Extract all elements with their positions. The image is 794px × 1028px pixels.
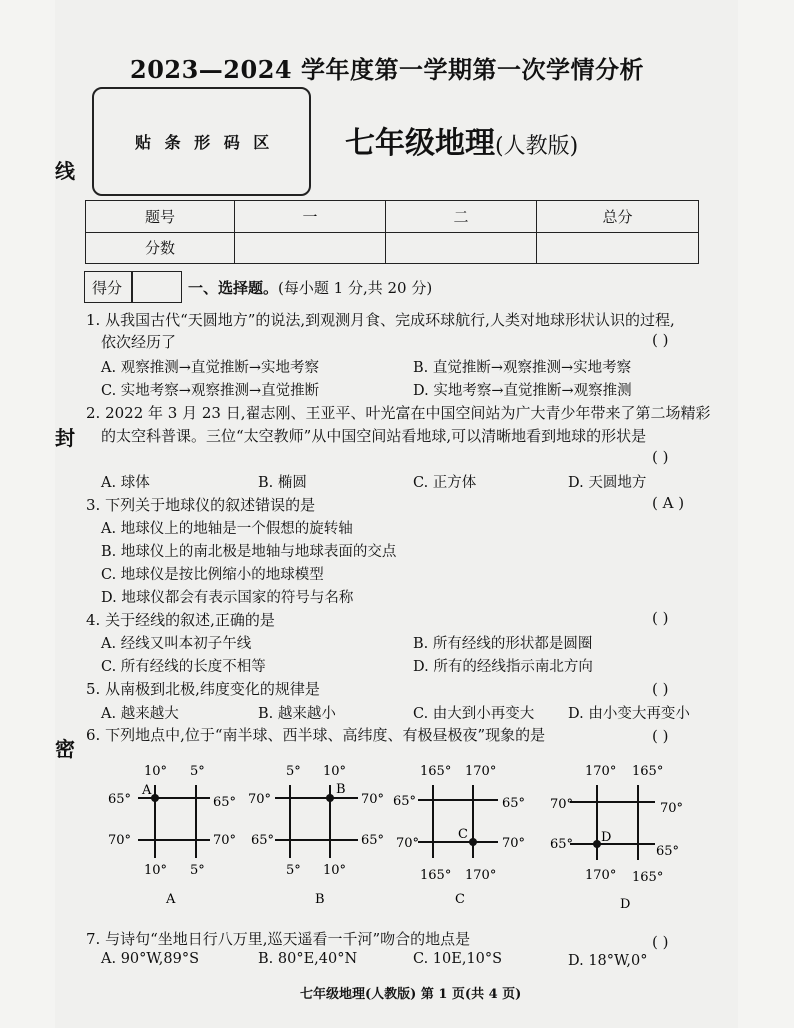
q6-c-top-left: 165°	[420, 764, 452, 779]
q4-option-a[interactable]: A. 经线又叫本初子午线	[101, 636, 252, 652]
q6-b-right-bottom: 65°	[361, 833, 385, 848]
q6-diagram-d[interactable]	[550, 764, 683, 910]
q6-d-right-top: 70°	[660, 801, 684, 816]
q6-c-left-top: 65°	[393, 794, 417, 809]
q6-a-left-top: 65°	[108, 792, 132, 807]
q4-answer-paren[interactable]: ( )	[652, 609, 669, 627]
q6-a-left-bottom: 70°	[108, 833, 132, 848]
q5-text: 5. 从南极到北极,纬度变化的规律是	[86, 680, 320, 698]
score-cell-total[interactable]	[537, 232, 699, 264]
q6-b-left-bottom: 65°	[251, 833, 275, 848]
q4-option-b[interactable]: B. 所有经线的形状都是圆圈	[413, 636, 593, 652]
score-header-number: 题号	[86, 201, 235, 233]
q7-answer-paren[interactable]: ( )	[652, 933, 669, 951]
q6-d-top-left: 170°	[585, 764, 617, 779]
score-row-label: 分数	[86, 232, 235, 264]
q5-option-c[interactable]: C. 由大到小再变大	[413, 706, 535, 722]
q6-a-caption: A	[166, 892, 176, 907]
q2-option-a[interactable]: A. 球体	[101, 475, 150, 491]
q6-diagram-a[interactable]	[108, 764, 236, 907]
q6-d-point-label: D	[601, 830, 612, 845]
score-cell-part2[interactable]	[386, 232, 537, 264]
q6-a-top-left: 10°	[144, 764, 168, 779]
q3-text: 3. 下列关于地球仪的叙述错误的是	[86, 496, 316, 514]
side-mark-seal: 封	[55, 426, 75, 450]
q6-c-bottom-left: 165°	[420, 868, 452, 883]
q4-text: 4. 关于经线的叙述,正确的是	[86, 611, 275, 629]
q3-option-b[interactable]: B. 地球仪上的南北极是地轴与地球表面的交点	[101, 544, 397, 560]
exam-title: 2023—2024 学年度第一学期第一次学情分析	[130, 55, 644, 84]
edition-label: (人教版)	[495, 134, 579, 159]
score-cell-part1[interactable]	[235, 232, 386, 264]
q6-a-right-bottom: 70°	[213, 833, 237, 848]
score-header-total: 总分	[537, 201, 699, 233]
barcode-label: 贴 条 形 码 区	[135, 133, 274, 152]
q3-option-c[interactable]: C. 地球仪是按比例缩小的地球模型	[101, 567, 324, 583]
q6-d-top-right: 165°	[632, 764, 664, 779]
q6-diagram-c[interactable]	[393, 764, 525, 907]
q6-b-left-top: 70°	[248, 792, 272, 807]
q6-a-top-right: 5°	[190, 764, 205, 779]
q6-text: 6. 下列地点中,位于“南半球、西半球、高纬度、有极昼极夜”现象的是	[86, 726, 546, 744]
q2-option-c[interactable]: C. 正方体	[413, 475, 477, 491]
q2-option-d[interactable]: D. 天圆地方	[568, 475, 647, 491]
q1-option-a[interactable]: A. 观察推测→直觉推断→实地考察	[101, 360, 319, 376]
q3-option-a[interactable]: A. 地球仪上的地轴是一个假想的旋转轴	[101, 521, 353, 537]
q6-a-bottom-left: 10°	[144, 863, 168, 878]
q6-b-top-left: 5°	[286, 764, 301, 779]
q1-answer-paren[interactable]: ( )	[652, 331, 669, 349]
section-heading	[188, 277, 432, 298]
q6-c-bottom-right: 170°	[465, 868, 497, 883]
q6-c-left-bottom: 70°	[396, 836, 420, 851]
score-header-part2: 二	[386, 201, 537, 233]
q1-option-c[interactable]: C. 实地考察→观察推测→直觉推断	[101, 383, 320, 399]
q6-b-bottom-right: 10°	[323, 863, 347, 878]
q6-d-left-top: 70°	[550, 797, 574, 812]
q7-option-c[interactable]: C. 10E,10°S	[413, 951, 503, 967]
q6-d-bottom-right: 165°	[632, 870, 664, 885]
q6-b-caption: B	[315, 892, 325, 907]
q6-c-right-bottom: 70°	[502, 836, 526, 851]
q6-answer-paren[interactable]: ( )	[652, 727, 669, 745]
q6-b-bottom-left: 5°	[286, 863, 301, 878]
q2-text-line2: 的太空科普课。三位“太空教师”从中国空间站看地球,可以清晰地看到地球的形状是	[101, 427, 647, 445]
section-title: 一、选择题。	[188, 279, 279, 297]
q2-answer-paren[interactable]: ( )	[652, 448, 669, 466]
q7-option-b[interactable]: B. 80°E,40°N	[258, 951, 358, 967]
q6-diagram-b[interactable]	[248, 764, 384, 907]
q3-option-d[interactable]: D. 地球仪都会有表示国家的符号与名称	[101, 590, 354, 606]
q7-option-a[interactable]: A. 90°W,89°S	[101, 951, 200, 967]
q2-text-line1: 2. 2022 年 3 月 23 日,翟志刚、王亚平、叶光富在中国空间站为广大青少年带来了第二场精彩	[86, 404, 711, 422]
q6-b-top-right: 10°	[323, 764, 347, 779]
q6-d-bottom-left: 170°	[585, 868, 617, 883]
q5-option-d[interactable]: D. 由小变大再变小	[568, 706, 690, 722]
q2-option-b[interactable]: B. 椭圆	[258, 475, 307, 491]
q5-answer-paren[interactable]: ( )	[652, 680, 669, 698]
q6-d-right-bottom: 65°	[656, 844, 680, 859]
side-mark-line: 线	[55, 159, 75, 183]
score-header-part1: 一	[235, 201, 386, 233]
q6-c-top-right: 170°	[465, 764, 497, 779]
q6-d-caption: D	[620, 897, 631, 910]
q1-text-line2: 依次经历了	[101, 333, 177, 351]
side-mark-secret: 密	[55, 737, 75, 761]
q1-option-d[interactable]: D. 实地考察→直觉推断→观察推测	[413, 383, 632, 399]
q6-c-point-label: C	[458, 827, 468, 842]
score-table-value-row	[86, 232, 699, 264]
q4-option-c[interactable]: C. 所有经线的长度不相等	[101, 659, 266, 675]
q6-b-point-label: B	[336, 782, 346, 797]
q6-a-right-top: 65°	[213, 795, 237, 810]
score-table	[85, 200, 699, 264]
q1-text-line1: 1. 从我国古代“天圆地方”的说法,到观测月食、完成环球航行,人类对地球形状认识的过程,	[86, 311, 675, 329]
q4-option-d[interactable]: D. 所有的经线指示南北方向	[413, 659, 593, 675]
q6-d-left-bottom: 65°	[550, 837, 574, 852]
q5-option-a[interactable]: A. 越来越大	[101, 706, 179, 722]
q3-answer-paren[interactable]: ( A )	[652, 494, 685, 512]
q6-c-right-top: 65°	[502, 796, 526, 811]
q6-c-caption: C	[455, 892, 465, 907]
score-table-header-row	[86, 201, 699, 233]
q6-diagrams	[100, 760, 720, 910]
q7-option-d[interactable]: D. 18°W,0°	[568, 953, 648, 969]
subject-name: 七年级地理	[345, 126, 495, 161]
q5-option-b[interactable]: B. 越来越小	[258, 706, 336, 722]
q6-a-bottom-right: 5°	[190, 863, 205, 878]
subject-title	[345, 118, 578, 162]
q6-b-right-top: 70°	[361, 792, 385, 807]
q7-text: 7. 与诗句“坐地日行八万里,巡天遥看一千河”吻合的地点是	[86, 930, 471, 948]
section-note: (每小题 1 分,共 20 分)	[278, 279, 433, 297]
q6-a-point-label: A	[142, 783, 152, 798]
grade-label: 得分	[92, 279, 123, 297]
page-footer: 七年级地理(人教版) 第 1 页(共 4 页)	[300, 987, 522, 1002]
q1-option-b[interactable]: B. 直觉推断→观察推测→实地考察	[413, 360, 632, 376]
